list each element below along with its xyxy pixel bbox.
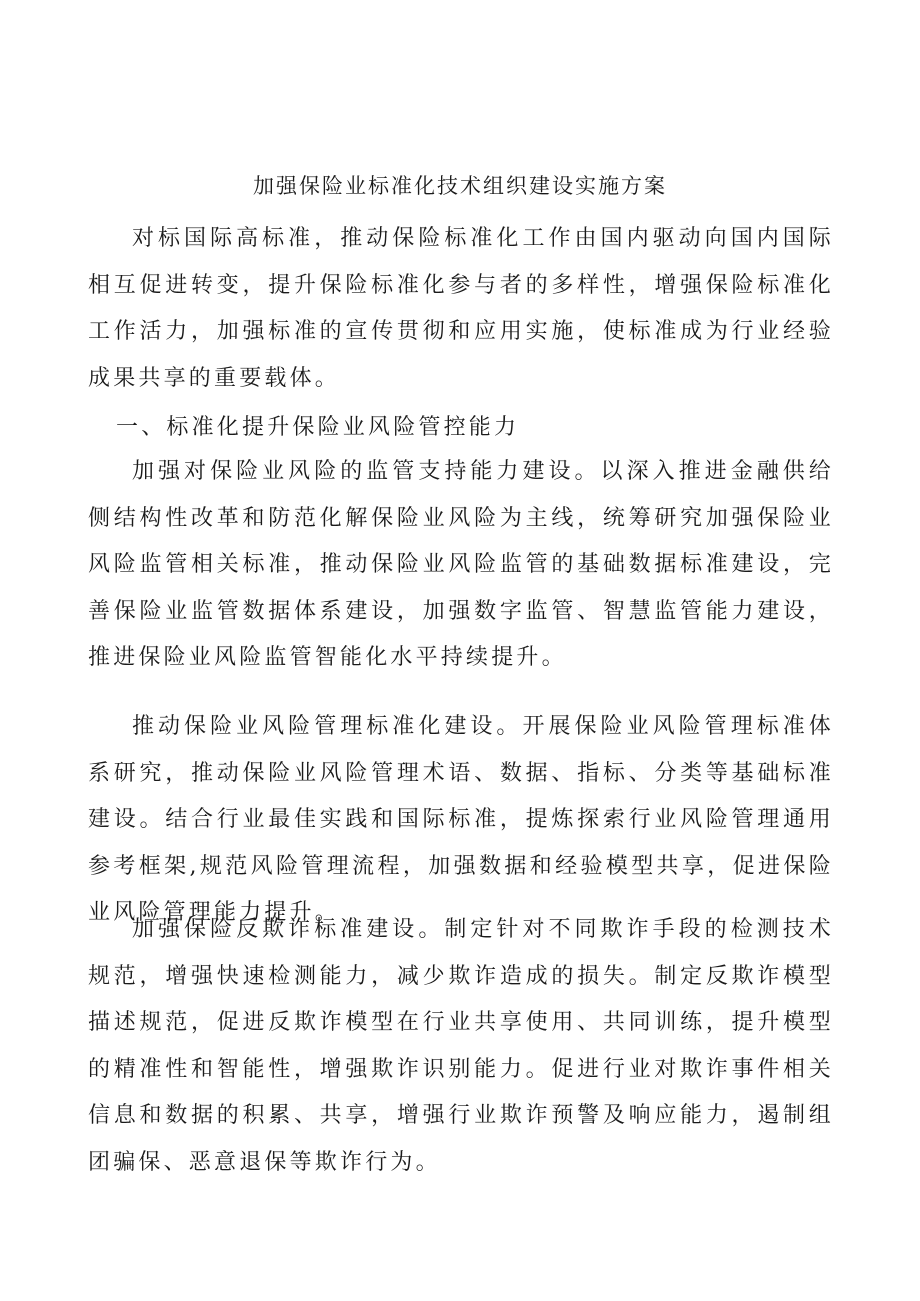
section-paragraph: 加强保险反欺诈标准建设。制定针对不同欺诈手段的检测技术规范，增强快速检测能力，减少欺诈造成的损失。制定反欺诈模型描述规范，促进反欺诈模型在行业共享使用、共同训练，提升模型的精准性和智能性，增强欺诈识别能力。促进行业对欺诈事件相关信息和数据的积累、共享，增强行业欺诈预警及响应能力，遏制组团骗保、恶意退保等欺诈行为。 <box>88 917 834 1175</box>
document-title: 加强保险业标准化技术组织建设实施方案 <box>253 174 667 198</box>
section-paragraph: 推动保险业风险管理标准化建设。开展保险业风险管理标准体系研究，推动保险业风险管理术语、数据、指标、分类等基础标准建设。结合行业最佳实践和国际标准，提炼探索行业风险管理通用参考框架,规范风险管理流程，加强数据和经验模型共享，促进保险业风险管理能力提升。 <box>88 714 834 925</box>
section-heading: 一、标准化提升保险业风险管控能力 <box>116 415 520 440</box>
intro-paragraph: 对标国际高标准，推动保险标准化工作由国内驱动向国内国际相互促进转变，提升保险标准化参与者的多样性，增强保险标准化工作活力，加强标准的宣传贯彻和应用实施，使标准成为行业经验成果共享的重要载体。 <box>88 226 834 391</box>
section-paragraph: 加强对保险业风险的监管支持能力建设。以深入推进金融供给侧结构性改革和防范化解保险业风险为主线，统筹研究加强保险业风险监管相关标准，推动保险业风险监管的基础数据标准建设，完善保险业监管数据体系建设，加强数字监管、智慧监管能力建设，推进保险业风险监管智能化水平持续提升。 <box>88 459 834 670</box>
